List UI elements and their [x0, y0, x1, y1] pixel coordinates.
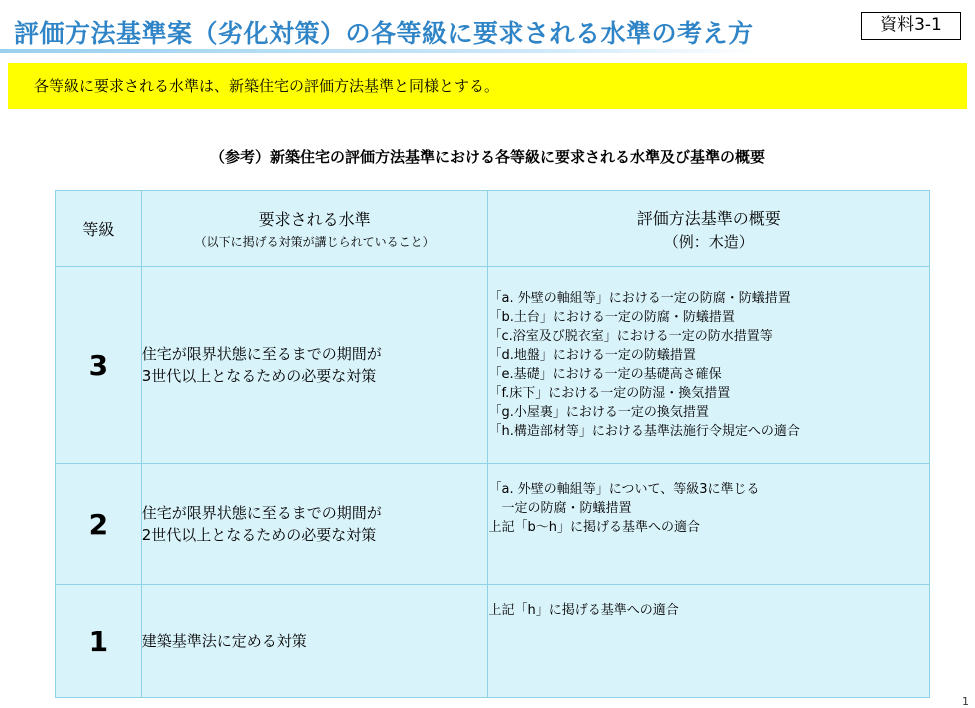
table-header-row	[56, 191, 930, 267]
standard-item: 「a. 外壁の軸組等」における一定の防腐・防蟻措置	[488, 291, 791, 306]
grade-number: 2	[56, 464, 142, 585]
standard-item: 上記「h」に掲げる基準への適合	[488, 603, 679, 618]
table-row	[56, 267, 930, 464]
standard-list	[488, 585, 930, 698]
header-requirement	[141, 191, 488, 267]
standard-item: 「f.床下」における一定の防湿・換気措置	[488, 386, 731, 401]
standard-item: 「e.基礎」における一定の基礎高さ確保	[488, 367, 722, 382]
header-standard-note: （例：木造）	[663, 232, 754, 251]
standard-item: 「a. 外壁の軸組等」について、等級3に準じる	[488, 482, 760, 497]
document-label: 資料3-1	[861, 12, 961, 40]
standard-item: 「c.浴室及び脱衣室」における一定の防水措置等	[488, 329, 773, 344]
requirement-text: 住宅が限界状態に至るまでの期間が 2世代以上となるための必要な対策	[141, 464, 488, 585]
reference-heading: （参考）新築住宅の評価方法基準における各等級に要求される水準及び基準の概要	[209, 148, 765, 166]
requirement-text: 住宅が限界状態に至るまでの期間が 3世代以上となるための必要な対策	[141, 267, 488, 464]
standard-item: 「g.小屋裏」における一定の換気措置	[488, 405, 709, 420]
standard-item: 「b.土台」における一定の防腐・防蟻措置	[488, 310, 735, 325]
standard-item: 「h.構造部材等」における基準法施行令規定への適合	[488, 424, 800, 439]
summary-banner	[8, 63, 967, 109]
standard-list	[488, 267, 930, 464]
standard-item: 一定の防腐・防蟻措置	[488, 501, 632, 516]
requirement-text: 建築基準法に定める対策	[141, 585, 488, 698]
grade-number: 1	[56, 585, 142, 698]
title-underline	[0, 49, 975, 53]
header-requirement-note: （以下に掲げる対策が講じられていること）	[194, 235, 435, 249]
grade-table	[55, 190, 930, 698]
standard-item: 「d.地盤」における一定の防蟻措置	[488, 348, 696, 363]
header-standard	[488, 191, 930, 267]
header-grade: 等級	[56, 191, 142, 267]
page-title: 評価方法基準案（劣化対策）の各等級に要求される水準の考え方	[14, 19, 754, 48]
table-row	[56, 464, 930, 585]
grade-number: 3	[56, 267, 142, 464]
header-standard-label: 評価方法基準の概要	[636, 208, 781, 228]
summary-text: 各等級に要求される水準は、新築住宅の評価方法基準と同様とする。	[34, 77, 500, 95]
header-requirement-label: 要求される水準	[258, 210, 371, 229]
standard-list	[488, 464, 930, 585]
page-number: 1	[962, 695, 969, 708]
title-area	[0, 0, 975, 58]
table-row	[56, 585, 930, 698]
standard-item: 上記「b～h」に掲げる基準への適合	[488, 520, 700, 535]
